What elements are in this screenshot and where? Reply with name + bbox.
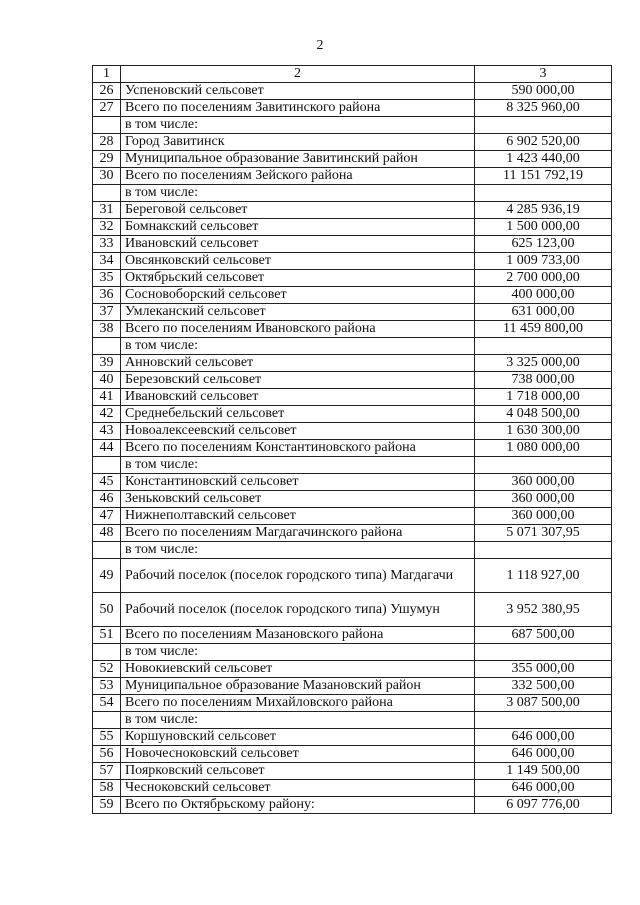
row-number: 30 xyxy=(93,168,121,185)
row-value: 738 000,00 xyxy=(475,372,612,389)
table-row xyxy=(93,253,612,270)
row-value xyxy=(475,644,612,661)
table-row xyxy=(93,168,612,185)
row-value: 646 000,00 xyxy=(475,729,612,746)
row-value: 1 118 927,00 xyxy=(475,559,612,593)
row-value: 1 718 000,00 xyxy=(475,389,612,406)
row-name: Сосновоборский сельсовет xyxy=(121,287,475,304)
row-name: в том числе: xyxy=(121,338,475,355)
row-value: 1 630 300,00 xyxy=(475,423,612,440)
row-number: 45 xyxy=(93,474,121,491)
header-col-1: 1 xyxy=(93,66,121,83)
row-name: Муниципальное образование Мазановский район xyxy=(121,678,475,695)
row-number xyxy=(93,644,121,661)
row-name: Рабочий поселок (поселок городского типа) Магдагачи xyxy=(121,559,475,593)
table-row xyxy=(93,372,612,389)
table-row xyxy=(93,491,612,508)
row-number: 38 xyxy=(93,321,121,338)
row-number: 56 xyxy=(93,746,121,763)
row-name: Рабочий поселок (поселок городского типа) Ушумун xyxy=(121,593,475,627)
table-row xyxy=(93,440,612,457)
row-name: Город Завитинск xyxy=(121,134,475,151)
table-row xyxy=(93,406,612,423)
row-number: 57 xyxy=(93,763,121,780)
row-value xyxy=(475,457,612,474)
row-number: 47 xyxy=(93,508,121,525)
table-row xyxy=(93,321,612,338)
table-row xyxy=(93,474,612,491)
row-name: Всего по поселениям Михайловского района xyxy=(121,695,475,712)
row-name: Умлеканский сельсовет xyxy=(121,304,475,321)
row-value: 332 500,00 xyxy=(475,678,612,695)
row-value: 2 700 000,00 xyxy=(475,270,612,287)
row-value: 360 000,00 xyxy=(475,491,612,508)
row-number: 52 xyxy=(93,661,121,678)
table-row xyxy=(93,355,612,372)
row-name: Ивановский сельсовет xyxy=(121,236,475,253)
row-number: 34 xyxy=(93,253,121,270)
row-number: 59 xyxy=(93,797,121,814)
table-row xyxy=(93,457,612,474)
table-row xyxy=(93,661,612,678)
row-name: в том числе: xyxy=(121,542,475,559)
row-name: Ивановский сельсовет xyxy=(121,389,475,406)
row-name: Успеновский сельсовет xyxy=(121,83,475,100)
row-value: 646 000,00 xyxy=(475,780,612,797)
table-row xyxy=(93,746,612,763)
row-value xyxy=(475,117,612,134)
table-row xyxy=(93,151,612,168)
row-name: Октябрьский сельсовет xyxy=(121,270,475,287)
row-name: Новоалексеевский сельсовет xyxy=(121,423,475,440)
row-value: 590 000,00 xyxy=(475,83,612,100)
data-table xyxy=(92,65,612,814)
table-header-row xyxy=(93,66,612,83)
row-value: 1 080 000,00 xyxy=(475,440,612,457)
row-value: 1 500 000,00 xyxy=(475,219,612,236)
row-value xyxy=(475,185,612,202)
table-row xyxy=(93,304,612,321)
row-value: 1 149 500,00 xyxy=(475,763,612,780)
row-name: Всего по Октябрьскому району: xyxy=(121,797,475,814)
row-number xyxy=(93,338,121,355)
table-row xyxy=(93,525,612,542)
row-number: 50 xyxy=(93,593,121,627)
row-value: 360 000,00 xyxy=(475,508,612,525)
row-value: 1 423 440,00 xyxy=(475,151,612,168)
row-name: Зеньковский сельсовет xyxy=(121,491,475,508)
row-value: 3 325 000,00 xyxy=(475,355,612,372)
table-row xyxy=(93,593,612,627)
row-value: 3 087 500,00 xyxy=(475,695,612,712)
table-row xyxy=(93,712,612,729)
row-name: Муниципальное образование Завитинский район xyxy=(121,151,475,168)
row-name: Береговой сельсовет xyxy=(121,202,475,219)
table-body xyxy=(93,66,612,814)
table-row xyxy=(93,134,612,151)
row-number: 29 xyxy=(93,151,121,168)
header-col-2: 2 xyxy=(121,66,475,83)
row-value: 6 097 776,00 xyxy=(475,797,612,814)
row-name: Нижнеполтавский сельсовет xyxy=(121,508,475,525)
row-number: 35 xyxy=(93,270,121,287)
row-value: 631 000,00 xyxy=(475,304,612,321)
table-row xyxy=(93,559,612,593)
page-number: 2 xyxy=(316,38,324,53)
row-number: 58 xyxy=(93,780,121,797)
table-row xyxy=(93,678,612,695)
row-number: 54 xyxy=(93,695,121,712)
row-number: 51 xyxy=(93,627,121,644)
table-row xyxy=(93,185,612,202)
row-number: 55 xyxy=(93,729,121,746)
row-name: Анновский сельсовет xyxy=(121,355,475,372)
row-number: 37 xyxy=(93,304,121,321)
row-value xyxy=(475,542,612,559)
row-name: Овсянковский сельсовет xyxy=(121,253,475,270)
row-name: в том числе: xyxy=(121,644,475,661)
row-number: 43 xyxy=(93,423,121,440)
row-name: Всего по поселениям Магдагачинского района xyxy=(121,525,475,542)
table-row xyxy=(93,389,612,406)
row-value: 646 000,00 xyxy=(475,746,612,763)
row-number: 28 xyxy=(93,134,121,151)
row-value: 4 048 500,00 xyxy=(475,406,612,423)
row-name: Всего по поселениям Завитинского района xyxy=(121,100,475,117)
table-row xyxy=(93,508,612,525)
table-row xyxy=(93,100,612,117)
row-number: 53 xyxy=(93,678,121,695)
row-number: 44 xyxy=(93,440,121,457)
row-value: 3 952 380,95 xyxy=(475,593,612,627)
row-number: 49 xyxy=(93,559,121,593)
row-number xyxy=(93,542,121,559)
row-value xyxy=(475,712,612,729)
row-number: 40 xyxy=(93,372,121,389)
row-name: Константиновский сельсовет xyxy=(121,474,475,491)
row-value: 400 000,00 xyxy=(475,287,612,304)
row-value: 4 285 936,19 xyxy=(475,202,612,219)
table-row xyxy=(93,542,612,559)
table-row xyxy=(93,117,612,134)
row-number: 27 xyxy=(93,100,121,117)
row-number: 26 xyxy=(93,83,121,100)
row-name: Всего по поселениям Мазановского района xyxy=(121,627,475,644)
row-number: 36 xyxy=(93,287,121,304)
row-number: 41 xyxy=(93,389,121,406)
table-row xyxy=(93,695,612,712)
row-name: Среднебельский сельсовет xyxy=(121,406,475,423)
row-number xyxy=(93,712,121,729)
table-row xyxy=(93,763,612,780)
table-row xyxy=(93,219,612,236)
row-number: 48 xyxy=(93,525,121,542)
row-name: Поярковский сельсовет xyxy=(121,763,475,780)
table-row xyxy=(93,338,612,355)
row-number xyxy=(93,117,121,134)
table-row xyxy=(93,627,612,644)
table-row xyxy=(93,270,612,287)
row-number: 42 xyxy=(93,406,121,423)
row-name: Чесноковский сельсовет xyxy=(121,780,475,797)
row-value: 687 500,00 xyxy=(475,627,612,644)
row-number xyxy=(93,185,121,202)
row-number: 39 xyxy=(93,355,121,372)
row-name: в том числе: xyxy=(121,117,475,134)
table-row xyxy=(93,287,612,304)
table-row xyxy=(93,644,612,661)
table-row xyxy=(93,780,612,797)
row-value: 355 000,00 xyxy=(475,661,612,678)
table-row xyxy=(93,236,612,253)
row-value: 6 902 520,00 xyxy=(475,134,612,151)
row-value: 360 000,00 xyxy=(475,474,612,491)
row-name: Всего по поселениям Ивановского района xyxy=(121,321,475,338)
row-name: Березовский сельсовет xyxy=(121,372,475,389)
row-name: Коршуновский сельсовет xyxy=(121,729,475,746)
row-number: 32 xyxy=(93,219,121,236)
header-col-3: 3 xyxy=(475,66,612,83)
row-number: 46 xyxy=(93,491,121,508)
row-value: 11 459 800,00 xyxy=(475,321,612,338)
row-value xyxy=(475,338,612,355)
row-number: 31 xyxy=(93,202,121,219)
row-name: в том числе: xyxy=(121,712,475,729)
row-name: Всего по поселениям Константиновского района xyxy=(121,440,475,457)
table-row xyxy=(93,423,612,440)
row-value: 1 009 733,00 xyxy=(475,253,612,270)
table-row xyxy=(93,83,612,100)
row-name: Бомнакский сельсовет xyxy=(121,219,475,236)
row-name: Новокиевский сельсовет xyxy=(121,661,475,678)
row-value: 8 325 960,00 xyxy=(475,100,612,117)
row-value: 11 151 792,19 xyxy=(475,168,612,185)
table-row xyxy=(93,202,612,219)
table-row xyxy=(93,797,612,814)
table-row xyxy=(93,729,612,746)
row-value: 625 123,00 xyxy=(475,236,612,253)
row-name: Всего по поселениям Зейского района xyxy=(121,168,475,185)
row-value: 5 071 307,95 xyxy=(475,525,612,542)
row-name: Новочесноковский сельсовет xyxy=(121,746,475,763)
row-name: в том числе: xyxy=(121,457,475,474)
row-number: 33 xyxy=(93,236,121,253)
row-name: в том числе: xyxy=(121,185,475,202)
row-number xyxy=(93,457,121,474)
